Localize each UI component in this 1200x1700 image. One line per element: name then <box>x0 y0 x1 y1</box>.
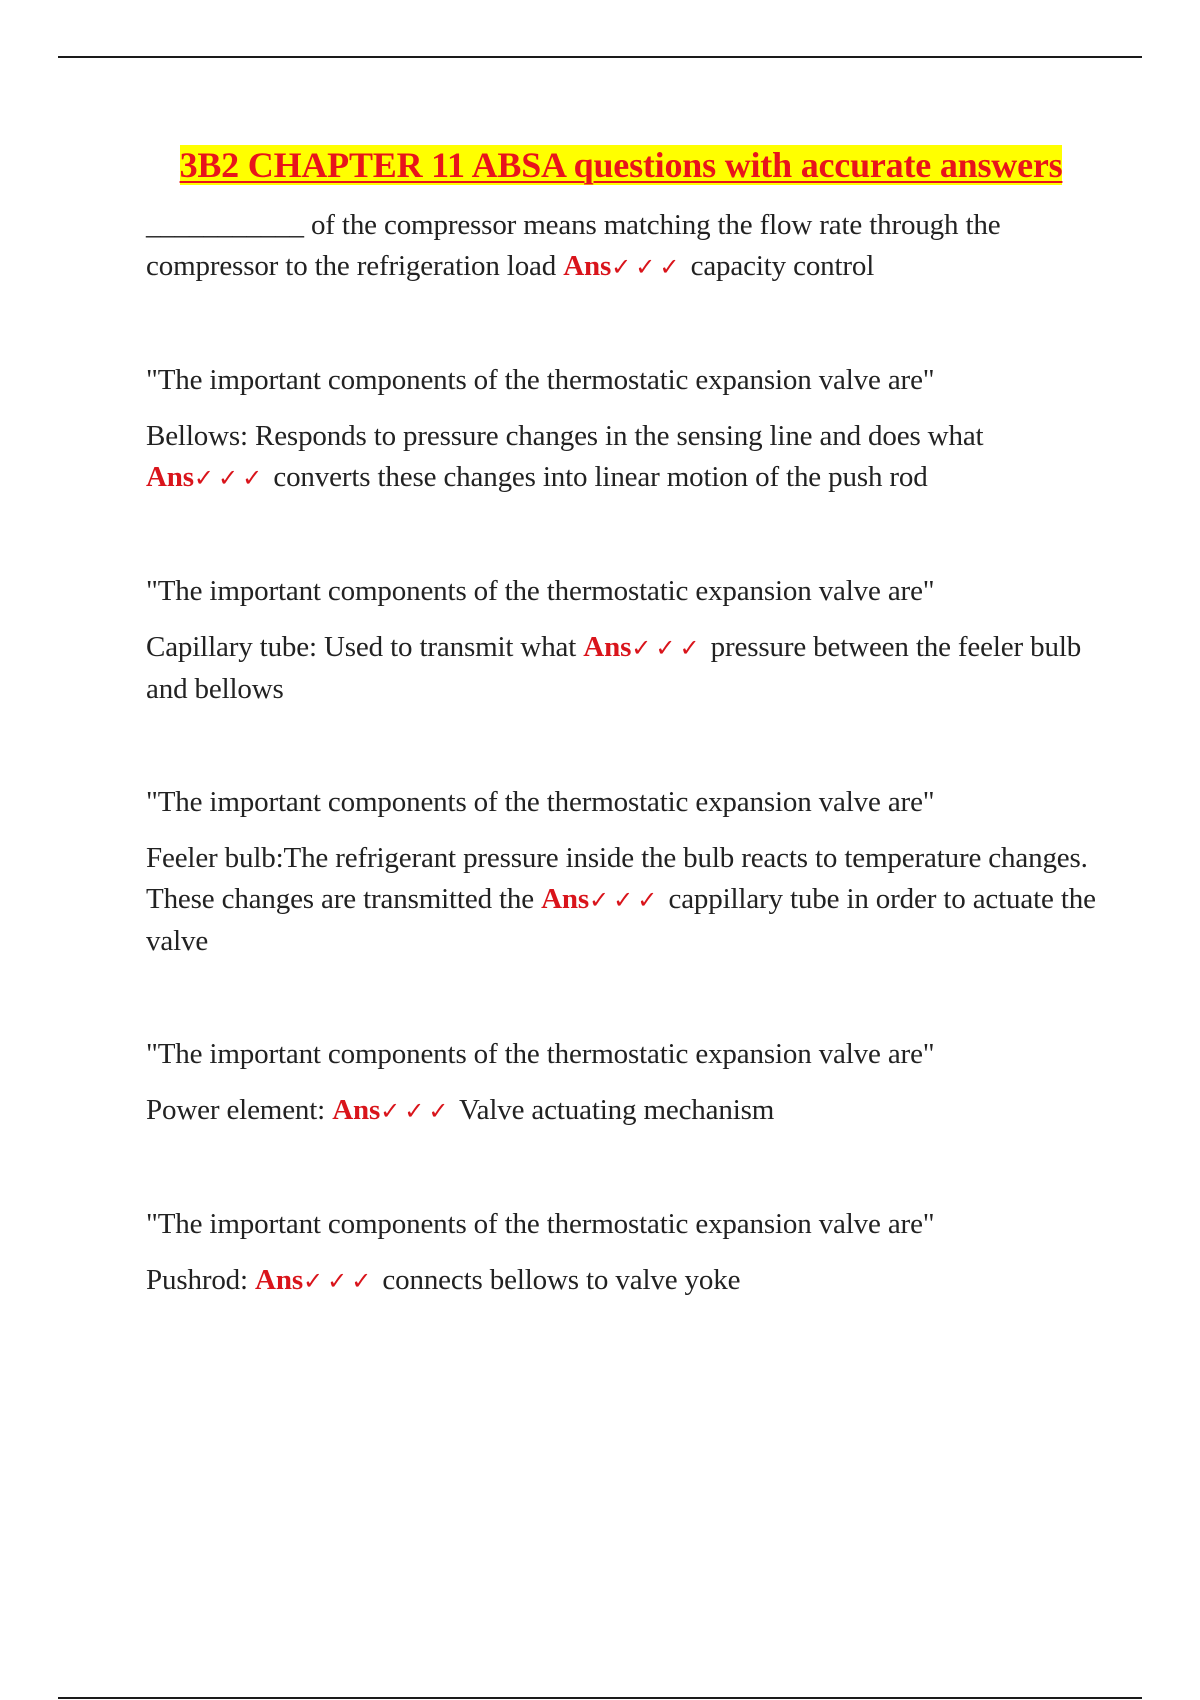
question-text: ___________ of the compressor means matching the flow rate through the compressor to the refrigeration load Ans✓✓✓ capacity control <box>146 209 1001 282</box>
question-heading: "The important components of the thermostatic expansion valve are" <box>146 364 935 396</box>
qa-item <box>146 1204 1096 1302</box>
answer-marker: Ans <box>332 1094 381 1126</box>
qa-item <box>146 571 1096 710</box>
qa-item <box>146 205 1096 288</box>
bottom-rule <box>58 1697 1142 1699</box>
qa-item <box>146 1034 1096 1132</box>
document-body <box>146 140 1096 1302</box>
answer-text: cappillary tube in order to actuate the valve <box>146 883 1096 957</box>
answer-text: pressure between the feeler bulb and bellows <box>146 631 1082 705</box>
question-text: Pushrod: Ans✓✓✓ connects bellows to valve yoke <box>146 1264 741 1296</box>
answer-text: connects bellows to valve yoke <box>382 1264 741 1296</box>
answer-text: capacity control <box>690 250 875 282</box>
checkmark-icon: ✓✓✓ <box>589 886 662 914</box>
answer-marker: Ans <box>146 461 194 493</box>
question-text: Feeler bulb:The refrigerant pressure inside the bulb reacts to temperature changes. These changes are transmitted the Ans✓✓✓ cappillary tube in order to actuate the valve <box>146 842 1096 957</box>
answer-text: Valve actuating mechanism <box>459 1094 775 1126</box>
question-text: Capillary tube: Used to transmit what Ans✓✓✓ pressure between the feeler bulb and bellows <box>146 631 1082 705</box>
answer-text: converts these changes into linear motion of the push rod <box>273 461 928 493</box>
checkmark-icon: ✓✓✓ <box>611 253 684 281</box>
checkmark-icon: ✓✓✓ <box>631 634 704 662</box>
qa-item <box>146 782 1096 962</box>
question-heading: "The important components of the thermostatic expansion valve are" <box>146 575 935 607</box>
checkmark-icon: ✓✓✓ <box>302 1267 376 1295</box>
question-heading: "The important components of the thermostatic expansion valve are" <box>146 1038 935 1070</box>
answer-marker: Ans <box>541 883 590 915</box>
checkmark-icon: ✓✓✓ <box>193 464 267 492</box>
question-text: Bellows: Responds to pressure changes in the sensing line and does what Ans✓✓✓ converts these changes into linear motion of the push rod <box>146 420 984 493</box>
question-text: Power element: Ans✓✓✓ Valve actuating mechanism <box>146 1094 775 1126</box>
answer-marker: Ans <box>563 250 612 282</box>
answer-marker: Ans <box>583 631 632 663</box>
question-heading: "The important components of the thermostatic expansion valve are" <box>146 1208 935 1240</box>
qa-item <box>146 360 1096 499</box>
document-title: 3B2 CHAPTER 11 ABSA questions with accurate answers <box>179 145 1063 185</box>
question-heading: "The important components of the thermostatic expansion valve are" <box>146 786 935 818</box>
top-rule <box>58 56 1142 58</box>
checkmark-icon: ✓✓✓ <box>380 1097 453 1125</box>
answer-marker: Ans <box>255 1264 303 1296</box>
